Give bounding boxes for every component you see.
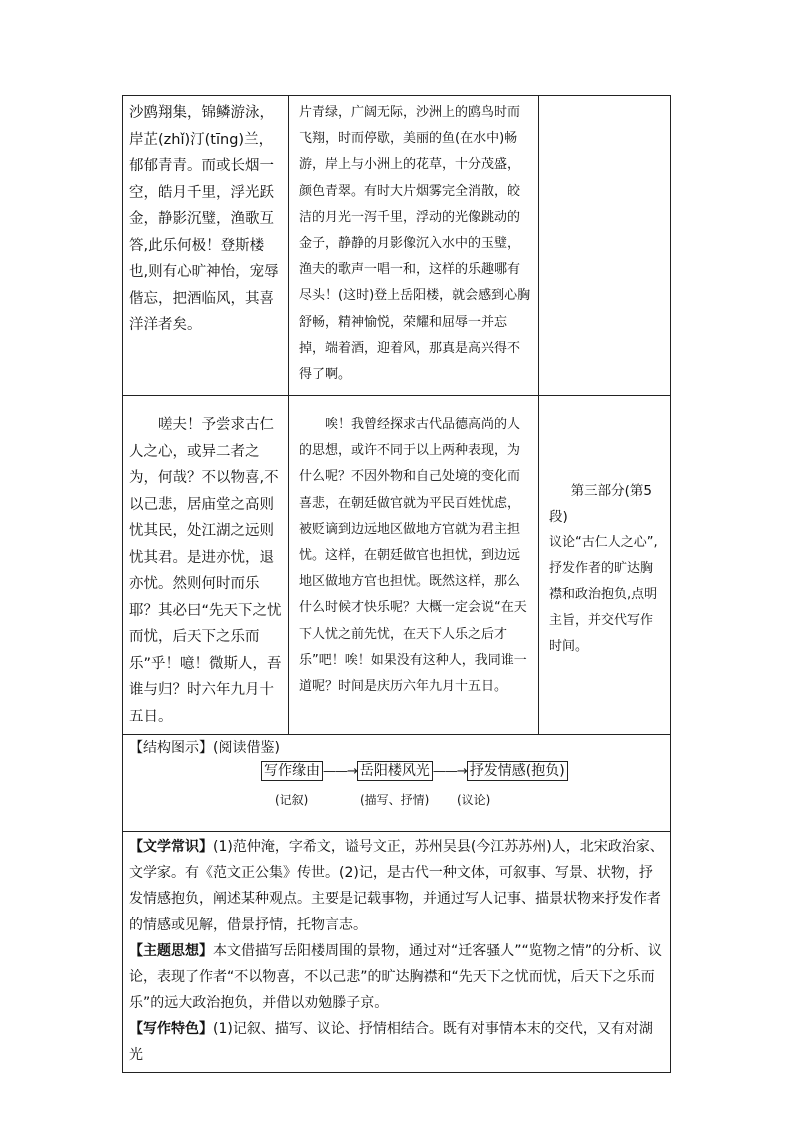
- translation-cell: 唉！我曾经探求古代品德高尚的人的思想，或许不同于以上两种表现，为什么呢？不因外物和自己处境的变化而喜悲，在朝廷做官就为平民百姓忧虑，被贬谪到边远地区做地方官就为君主担忧。这样，在朝廷做官也担忧，到边远地区做地方官也担忧。既然这样，那么什么时候才快乐呢？大概一定会说“在天下人忧之前先忧，在天下人乐之后才乐”吧！唉！如果没有这种人，我同谁一道呢？时间是庆历六年九月十五日。: [289, 396, 539, 735]
- section-note: 议论“古仁人之心”,抒发作者的旷达胸襟和政治抱负,点明主旨，并交代写作时间。: [549, 535, 658, 654]
- literature-tag: 【文学常识】: [129, 839, 213, 855]
- structure-diagram: [261, 761, 568, 781]
- note-cell: [539, 96, 671, 396]
- box-express-feelings: 抒发情感(抱负): [467, 761, 568, 781]
- lesson-table: [122, 95, 671, 1073]
- label-description: (描写、抒情): [360, 793, 430, 807]
- arrow-icon: ——→: [323, 764, 357, 779]
- box-yueyang-scenery: 岳阳楼风光: [357, 761, 433, 781]
- theme-paragraph: [129, 938, 664, 1016]
- writing-paragraph: [129, 1016, 664, 1068]
- label-narration: (记叙): [275, 793, 309, 807]
- structure-title: 【结构图示】(阅读借鉴): [129, 740, 280, 756]
- structure-diagram-cell: [123, 735, 671, 832]
- theme-tag: 【主题思想】: [129, 943, 213, 959]
- table-row: [123, 396, 671, 735]
- box-writing-reason: 写作缘由: [261, 761, 323, 781]
- writing-tag: 【写作特色】: [129, 1021, 213, 1037]
- note-cell: [539, 396, 671, 735]
- arrow-icon: ——→: [432, 764, 467, 779]
- info-cell: [123, 832, 671, 1073]
- original-text-cell: 沙鸥翔集，锦鳞游泳，岸芷(zhǐ)汀(tīng)兰，郁郁青青。而或长烟一空，皓月千里，浮光跃金，静影沉璧，渔歌互答,此乐何极！登斯楼也,则有心旷神怡，宠辱偕忘，把酒临风，其喜洋洋者矣。: [123, 96, 289, 396]
- table-row: [123, 96, 671, 396]
- literature-text: (1)范仲淹，字希文，谥号文正，苏州吴县(今江苏苏州)人，北宋政治家、文学家。有《范文正公集》传世。(2)记，是古代一种文体，可叙事、写景、状物，抒发情感抱负，阐述某种观点。主要是记载事物，并通过写人记事、描景状物来抒发作者的情感或见解，借景抒情，托物言志。: [129, 839, 664, 933]
- literature-paragraph: [129, 834, 664, 938]
- info-row: [123, 832, 671, 1073]
- original-text-cell: 嗟夫！予尝求古仁人之心，或异二者之为，何哉？不以物喜,不以己悲，居庙堂之高则忧其民，处江湖之远则忧其君。是进亦忧，退亦忧。然则何时而乐耶？其必曰“先天下之忧而忧，后天下之乐而乐”乎！噫！微斯人，吾谁与归？时六年九月十五日。: [123, 396, 289, 735]
- section-label: 第三部分(第5段): [549, 483, 652, 525]
- label-argument: (议论): [457, 793, 491, 807]
- theme-text: 本文借描写岳阳楼周围的景物，通过对“迁客骚人”“览物之情”的分析、议论，表现了作者“不以物喜，不以己悲”的旷达胸襟和“先天下之忧而忧，后天下之乐而乐”的远大政治抱负，并借以劝勉滕子京。: [129, 943, 663, 1011]
- structure-row: [123, 735, 671, 832]
- writing-text: (1)记叙、描写、议论、抒情相结合。既有对事情本末的交代，又有对湖光: [129, 1021, 653, 1063]
- translation-cell: 片青绿，广阔无际，沙洲上的鸥鸟时而飞翔，时而停歇，美丽的鱼(在水中)畅游，岸上与小洲上的花草，十分茂盛，颜色青翠。有时大片烟雾完全消散，皎洁的月光一泻千里，浮动的光像跳动的金子，静静的月影像沉入水中的玉璧，渔夫的歌声一唱一和，这样的乐趣哪有尽头！(这时)登上岳阳楼，就会感到心胸舒畅，精神愉悦，荣耀和屈辱一并忘掉，端着酒，迎着风，那真是高兴得不得了啊。: [289, 96, 539, 396]
